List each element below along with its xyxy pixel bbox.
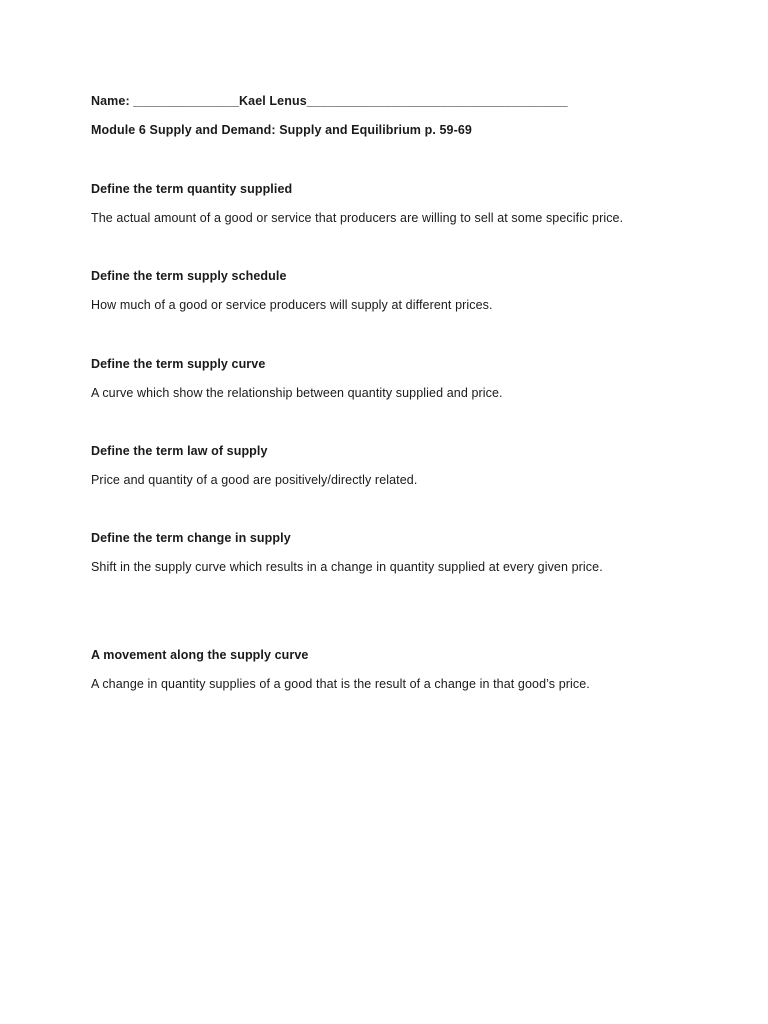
section-answer-movement-along-curve: A change in quantity supplies of a good that is the result of a change in that good’s price. <box>91 677 590 691</box>
section-answer-change-in-supply: Shift in the supply curve which results in a change in quantity supplied at every given price. <box>91 560 603 574</box>
module-title: Module 6 Supply and Demand: Supply and Equilibrium p. 59-69 <box>91 123 472 137</box>
section-answer-quantity-supplied: The actual amount of a good or service that producers are willing to sell at some specific price. <box>91 211 624 225</box>
section-heading-supply-schedule: Define the term supply schedule <box>91 269 287 283</box>
section-heading-law-of-supply: Define the term law of supply <box>91 444 268 458</box>
section-heading-quantity-supplied: Define the term quantity supplied <box>91 182 293 196</box>
section-answer-law-of-supply: Price and quantity of a good are positively/directly related. <box>91 473 418 487</box>
section-heading-movement-along-curve: A movement along the supply curve <box>91 648 309 662</box>
section-answer-supply-curve: A curve which show the relationship between quantity supplied and price. <box>91 386 503 400</box>
section-heading-supply-curve: Define the term supply curve <box>91 357 266 371</box>
name-line: Name: _______________Kael Lenus_____________________________________ <box>91 94 568 108</box>
section-heading-change-in-supply: Define the term change in supply <box>91 531 291 545</box>
section-answer-supply-schedule: How much of a good or service producers will supply at different prices. <box>91 298 493 312</box>
